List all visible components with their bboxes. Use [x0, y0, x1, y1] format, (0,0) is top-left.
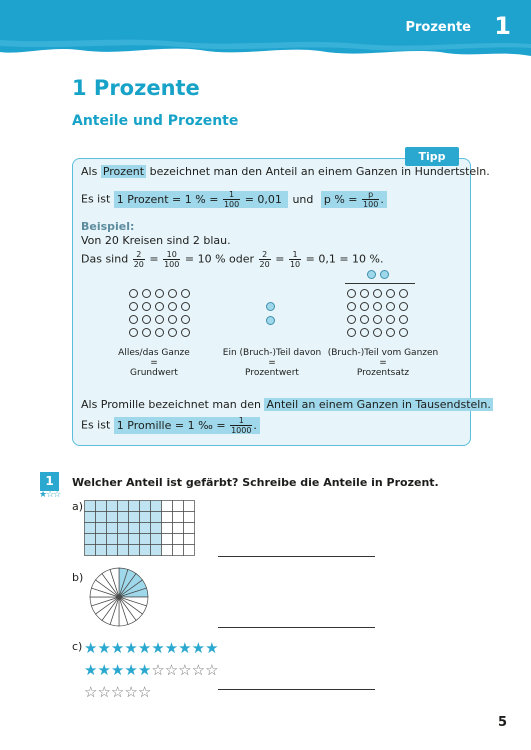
denominator: 10	[289, 260, 301, 269]
circle-denominator	[399, 315, 408, 324]
circle-whole	[155, 302, 164, 311]
definition-percent	[81, 165, 490, 178]
grid-cell	[85, 534, 96, 545]
circle-whole	[155, 289, 164, 298]
answer-line-c[interactable]	[218, 689, 375, 690]
grid-cell	[162, 534, 173, 545]
denominator: 100	[363, 200, 379, 209]
circle-denominator	[386, 315, 395, 324]
grid-cell	[107, 534, 118, 545]
text: Das sind	[81, 252, 129, 266]
highlight-1-percent	[114, 191, 289, 208]
grid-cell	[140, 534, 151, 545]
grid-cell	[151, 501, 162, 512]
grid-cell	[151, 534, 162, 545]
circle-denominator	[373, 302, 382, 311]
example-text: Von 20 Kreisen sind 2 blau.	[81, 234, 231, 247]
grid-cell	[85, 545, 96, 556]
star-empty: ☆	[97, 683, 111, 701]
caption-top: Ein (Bruch-)Teil davon	[222, 348, 322, 358]
circle-part	[266, 302, 275, 311]
grid-cell	[140, 501, 151, 512]
promille-formula	[81, 416, 260, 435]
star-filled: ★	[178, 639, 192, 657]
star-row	[84, 638, 219, 660]
circle-denominator	[347, 289, 356, 298]
exercise-instruction: Welcher Anteil ist gefärbt? Schreibe die Anteile in Prozent.	[72, 476, 439, 489]
numerator: 2	[133, 250, 145, 260]
circle-denominator	[360, 315, 369, 324]
star-filled: ★	[137, 661, 152, 679]
circle-denominator	[347, 328, 356, 337]
grid-cell	[96, 545, 107, 556]
circle-denominator	[360, 328, 369, 337]
highlight-p-percent	[321, 191, 387, 208]
caption-bottom: Prozentsatz	[356, 368, 410, 378]
circle-denominator	[360, 302, 369, 311]
star-filled: ★	[110, 661, 125, 679]
text: = 0,01	[244, 192, 282, 206]
caption-eq: =	[268, 358, 276, 368]
text: und	[292, 192, 314, 206]
grid-cell	[85, 523, 96, 534]
grid-cell	[85, 512, 96, 523]
chapter-title: 1 Prozente	[72, 76, 200, 100]
header-title: Prozente	[405, 20, 471, 35]
caption-whole	[94, 348, 214, 378]
grid-cell	[107, 512, 118, 523]
grid-cell	[118, 501, 129, 512]
circle-whole	[142, 328, 151, 337]
caption-top: (Bruch-)Teil vom Ganzen	[327, 348, 439, 358]
circle-denominator	[373, 289, 382, 298]
text: Es ist	[81, 418, 111, 432]
text: bezeichnet man den Anteil an einem Ganzen in Hundertsteln.	[149, 165, 490, 178]
denominator: 20	[259, 260, 270, 269]
star-row	[84, 682, 219, 704]
star-rows	[84, 638, 219, 704]
star-empty: ☆	[124, 683, 138, 701]
page-number: 5	[497, 715, 507, 730]
grid-cell	[151, 523, 162, 534]
highlight-prozent: Prozent	[102, 165, 145, 178]
example-calculation	[81, 250, 384, 269]
circle-denominator	[347, 302, 356, 311]
circle-denominator	[386, 328, 395, 337]
star-empty: ☆	[164, 661, 179, 679]
fraction	[259, 250, 271, 269]
circle-whole	[155, 315, 164, 324]
tip-badge: Tipp	[405, 147, 459, 166]
circle-whole	[155, 328, 164, 337]
exercise-number-badge: 1	[40, 472, 59, 491]
highlight-promille: Anteil an einem Ganzen in Tausendsteln.	[266, 398, 491, 411]
grid-cell	[140, 523, 151, 534]
grid-cell	[140, 545, 151, 556]
denominator: 20	[133, 260, 144, 269]
part-b-label: b)	[72, 571, 84, 584]
star-filled: ★	[84, 639, 98, 657]
fraction	[223, 190, 240, 209]
star-empty: ☆	[84, 683, 98, 701]
grid-cell	[162, 501, 173, 512]
fraction	[362, 190, 379, 209]
grid-cell	[184, 512, 195, 523]
circle-whole	[142, 315, 151, 324]
grid-cell	[107, 501, 118, 512]
fraction	[133, 250, 145, 269]
difficulty-stars: ★☆☆	[39, 490, 61, 500]
grid-cell	[129, 523, 140, 534]
star-filled: ★	[191, 639, 206, 657]
caption-eq: =	[379, 358, 387, 368]
grid-cell	[162, 512, 173, 523]
grid-cell	[118, 534, 129, 545]
grid-cell	[184, 523, 195, 534]
circle-numerator	[367, 270, 376, 279]
caption-rate	[323, 348, 443, 378]
grid-cell	[173, 534, 184, 545]
numerator: 1	[289, 250, 301, 260]
grid-cell	[151, 545, 162, 556]
text: = 0,1 = 10 %.	[305, 252, 384, 266]
circle-whole	[129, 315, 138, 324]
star-empty: ☆	[178, 661, 192, 679]
denominator: 100	[223, 200, 240, 209]
circle-denominator	[347, 315, 356, 324]
denominator: 100	[164, 260, 180, 269]
grid-100	[84, 500, 197, 557]
circle-whole	[168, 289, 177, 298]
numerator: 1	[223, 190, 240, 200]
grid-cell	[140, 512, 151, 523]
grid-cell	[107, 523, 118, 534]
star-filled: ★	[84, 661, 98, 679]
star-filled: ★	[151, 639, 165, 657]
fraction	[230, 416, 252, 435]
text: =	[275, 252, 285, 266]
star-row	[84, 660, 219, 682]
grid-cell	[85, 501, 96, 512]
grid-cell	[107, 545, 118, 556]
caption-bottom: Prozentwert	[245, 368, 299, 378]
circle-whole	[142, 289, 151, 298]
pie-circle	[84, 566, 154, 628]
circle-denominator	[399, 302, 408, 311]
grid-cell	[129, 545, 140, 556]
star-filled: ★	[97, 639, 111, 657]
text: Als	[81, 165, 98, 178]
text: 1 Prozent = 1 % =	[116, 192, 219, 206]
star-empty: ☆	[137, 683, 152, 701]
answer-line-a[interactable]	[218, 556, 375, 557]
circle-whole	[181, 328, 190, 337]
percent-formula	[81, 190, 387, 209]
grid-cell	[96, 512, 107, 523]
grid-cell	[129, 534, 140, 545]
star-filled: ★	[97, 661, 111, 679]
caption-bottom: Grundwert	[130, 368, 178, 378]
text: Es ist	[81, 192, 111, 206]
star-empty: ☆	[205, 661, 219, 679]
circle-denominator	[373, 328, 382, 337]
answer-line-b[interactable]	[218, 627, 375, 628]
circle-whole	[142, 302, 151, 311]
text: p % =	[323, 192, 358, 206]
caption-part	[212, 348, 332, 378]
circle-denominator	[373, 315, 382, 324]
numerator: p	[362, 190, 379, 200]
star-empty: ☆	[110, 683, 125, 701]
denominator: 1000	[231, 426, 252, 435]
circle-denominator	[399, 328, 408, 337]
caption-eq: =	[150, 358, 158, 368]
star-filled: ★	[110, 639, 125, 657]
grid-cell	[129, 501, 140, 512]
grid-cell	[162, 523, 173, 534]
circle-whole	[181, 289, 190, 298]
star-filled: ★	[124, 661, 138, 679]
text: Als Promille bezeichnet man den	[81, 398, 261, 411]
caption-top: Alles/das Ganze	[118, 348, 190, 358]
circle-denominator	[360, 289, 369, 298]
star-filled: ★	[205, 639, 219, 657]
star-empty: ☆	[151, 661, 165, 679]
grid-cell	[162, 545, 173, 556]
text: =	[149, 252, 159, 266]
circle-whole	[181, 315, 190, 324]
circle-whole	[168, 328, 177, 337]
grid-cell	[173, 512, 184, 523]
part-c-label: c)	[72, 640, 83, 653]
grid-cell	[151, 512, 162, 523]
star-filled: ★	[137, 639, 152, 657]
circle-numerator	[380, 270, 389, 279]
circle-denominator	[386, 289, 395, 298]
header-chapter-number: 1	[494, 12, 511, 40]
circle-denominator	[399, 289, 408, 298]
numerator: 10	[163, 250, 180, 260]
part-a-label: a)	[72, 500, 84, 513]
grid-cell	[173, 545, 184, 556]
fraction	[289, 250, 301, 269]
definition-promille	[81, 398, 493, 411]
star-filled: ★	[124, 639, 138, 657]
text: 1 Promille = 1 ‰ =	[116, 418, 226, 432]
star-filled: ★	[164, 639, 179, 657]
circle-denominator	[386, 302, 395, 311]
grid-cell	[184, 501, 195, 512]
text: .	[253, 418, 257, 432]
grid-cell	[118, 545, 129, 556]
fraction-bar	[345, 283, 415, 284]
circle-whole	[129, 289, 138, 298]
star-empty: ☆	[191, 661, 206, 679]
fraction	[163, 250, 180, 269]
circle-whole	[168, 302, 177, 311]
grid-cell	[96, 501, 107, 512]
grid-cell	[173, 501, 184, 512]
highlight-1-promille	[114, 417, 260, 434]
text: .	[380, 192, 384, 206]
grid-cell	[118, 523, 129, 534]
circle-whole	[129, 328, 138, 337]
numerator: 2	[259, 250, 271, 260]
grid-cell	[96, 523, 107, 534]
example-label: Beispiel:	[81, 220, 135, 233]
section-title: Anteile und Prozente	[72, 113, 239, 129]
grid-cell	[173, 523, 184, 534]
numerator: 1	[230, 416, 252, 426]
grid-cell	[118, 512, 129, 523]
circle-whole	[129, 302, 138, 311]
grid-cell	[129, 512, 140, 523]
grid-cell	[184, 534, 195, 545]
grid-cell	[184, 545, 195, 556]
text: = 10 % oder	[184, 252, 255, 266]
grid-cell	[96, 534, 107, 545]
circle-part	[266, 316, 275, 325]
circle-whole	[181, 302, 190, 311]
circle-whole	[168, 315, 177, 324]
